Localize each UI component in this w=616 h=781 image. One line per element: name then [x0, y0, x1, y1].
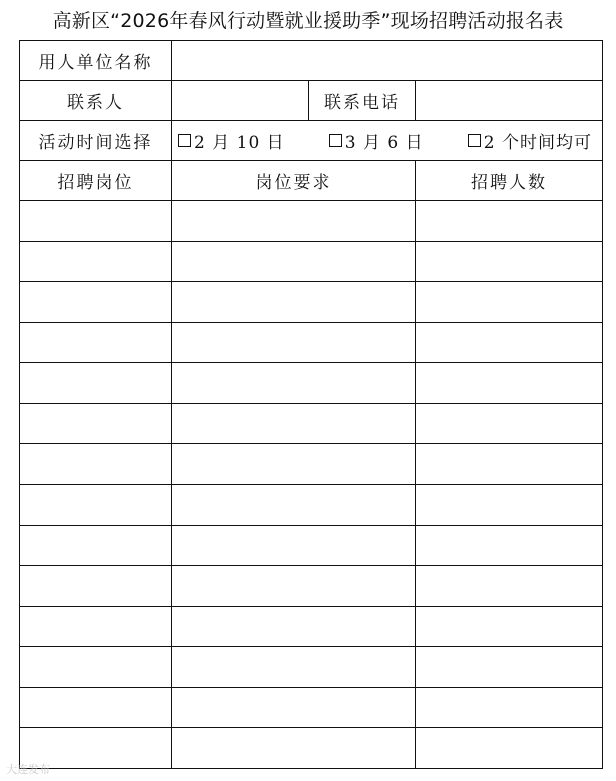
page-title: 高新区“2026年春风行动暨就业援助季”现场招聘活动报名表 — [52, 10, 564, 32]
table-row — [20, 647, 603, 688]
employer-name-field[interactable] — [172, 41, 603, 81]
table-row — [20, 201, 603, 242]
headcount-cell[interactable] — [416, 403, 603, 444]
requirements-cell[interactable] — [172, 201, 416, 242]
time-option-feb-10[interactable] — [178, 128, 285, 153]
time-option-label: 3 月 6 日 — [344, 133, 424, 154]
headcount-cell[interactable] — [416, 728, 603, 769]
requirements-cell[interactable] — [172, 403, 416, 444]
headcount-cell[interactable] — [416, 647, 603, 688]
requirements-cell[interactable] — [172, 525, 416, 566]
table-row — [20, 403, 603, 444]
activity-time-label: 活动时间选择 — [20, 121, 172, 161]
employer-name-label: 用人单位名称 — [20, 41, 172, 81]
time-option-label: 2 个时间均可 — [483, 133, 592, 154]
requirements-cell[interactable] — [172, 322, 416, 363]
time-option-label: 2 月 10 日 — [194, 133, 285, 154]
time-option-both[interactable] — [468, 128, 592, 153]
headcount-cell[interactable] — [416, 201, 603, 242]
activity-time-options — [172, 121, 603, 161]
position-cell[interactable] — [20, 403, 172, 444]
table-row — [20, 282, 603, 323]
contact-phone-field[interactable] — [416, 81, 603, 121]
watermark: 大连发布 — [6, 763, 50, 776]
requirements-cell[interactable] — [172, 647, 416, 688]
requirements-cell[interactable] — [172, 444, 416, 485]
headcount-cell[interactable] — [416, 566, 603, 607]
table-row — [20, 728, 603, 769]
table-row — [20, 525, 603, 566]
position-cell[interactable] — [20, 241, 172, 282]
headcount-cell[interactable] — [416, 485, 603, 526]
headcount-cell[interactable] — [416, 525, 603, 566]
position-cell[interactable] — [20, 322, 172, 363]
position-cell[interactable] — [20, 687, 172, 728]
requirements-cell[interactable] — [172, 728, 416, 769]
column-header-position: 招聘岗位 — [20, 161, 172, 201]
table-row — [20, 485, 603, 526]
position-cell[interactable] — [20, 485, 172, 526]
table-row — [20, 687, 603, 728]
contact-row — [20, 81, 603, 121]
position-cell[interactable] — [20, 606, 172, 647]
registration-form-table — [19, 40, 603, 769]
headcount-cell[interactable] — [416, 282, 603, 323]
requirements-cell[interactable] — [172, 566, 416, 607]
requirements-cell[interactable] — [172, 687, 416, 728]
headcount-cell[interactable] — [416, 687, 603, 728]
column-header-headcount: 招聘人数 — [416, 161, 603, 201]
headcount-cell[interactable] — [416, 444, 603, 485]
headcount-cell[interactable] — [416, 241, 603, 282]
table-row — [20, 566, 603, 607]
activity-time-row — [20, 121, 603, 161]
table-header-row — [20, 161, 603, 201]
table-row — [20, 606, 603, 647]
table-row — [20, 322, 603, 363]
table-row — [20, 363, 603, 404]
position-cell[interactable] — [20, 282, 172, 323]
position-cell[interactable] — [20, 647, 172, 688]
requirements-cell[interactable] — [172, 363, 416, 404]
requirements-cell[interactable] — [172, 282, 416, 323]
requirements-cell[interactable] — [172, 606, 416, 647]
headcount-cell[interactable] — [416, 606, 603, 647]
headcount-cell[interactable] — [416, 363, 603, 404]
time-option-mar-6[interactable] — [329, 128, 424, 153]
table-row — [20, 241, 603, 282]
position-cell[interactable] — [20, 363, 172, 404]
contact-person-field[interactable] — [172, 81, 309, 121]
position-cell[interactable] — [20, 444, 172, 485]
checkbox-icon[interactable] — [329, 134, 342, 147]
checkbox-icon[interactable] — [178, 134, 191, 147]
headcount-cell[interactable] — [416, 322, 603, 363]
checkbox-icon[interactable] — [468, 134, 481, 147]
employer-name-row — [20, 41, 603, 81]
requirements-cell[interactable] — [172, 485, 416, 526]
table-row — [20, 444, 603, 485]
position-cell[interactable] — [20, 525, 172, 566]
contact-phone-label: 联系电话 — [309, 81, 416, 121]
requirements-cell[interactable] — [172, 241, 416, 282]
position-cell[interactable] — [20, 201, 172, 242]
position-cell[interactable] — [20, 566, 172, 607]
contact-person-label: 联系人 — [20, 81, 172, 121]
column-header-requirements: 岗位要求 — [172, 161, 416, 201]
